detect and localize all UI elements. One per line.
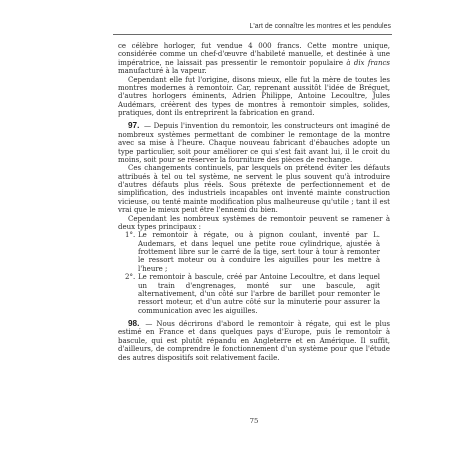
section-number-98: 98.: [128, 319, 140, 328]
running-header: L'art de connaître les montres et les pendules: [249, 23, 391, 30]
list-item-number: 2°.: [125, 273, 136, 282]
section-97-text: — Depuis l'invention du remontoir, les constructeurs ont imaginé de nombreux systèmes permettant de combiner le remontage de la montre avec sa mise à l'heure. Chaque nouveau fabricant d'ébauches adopte un type particulier, soit pour améliorer ce qui s'est fait avant lui, il le croit du moins, soit pour se réserver la fourniture des pièces de rechange.: [118, 122, 390, 164]
paragraph-two-types: Cependant les nombreux systèmes de remontoir peuvent se ramener à deux types principaux :: [118, 214, 390, 231]
list-item-text: Le remontoir à régate, ou à pignon coulant, inventé par L. Audemars, et dans lequel une petite roue cylindrique, ajustée à frottement libre sur le carré de la tige, sert tour à tour à remonter le ressort moteur ou à conduire les aiguilles pour les mettre à l'heure ;: [138, 231, 380, 273]
list-item: [118, 273, 390, 315]
paragraph-continuation: [118, 42, 390, 76]
list-item: [118, 231, 390, 273]
book-page: [50, 22, 405, 445]
page-number: 75: [249, 417, 259, 425]
paragraph-changes: Ces changements continuels, par lesquels on prétend éviter les défauts attribués à tel ou tel système, ne servent le plus souvent qu'à introduire d'autres défauts plus réels. Sous prétexte de perfectionnement et de simplification, des industriels incapables ont inventé mainte construction vicieuse, ou tenté mainte modification plus malheureuse qu'utile ; tant il est vrai que le mieux peut être l'ennemi du bien.: [118, 164, 390, 215]
header-rule: [113, 34, 392, 35]
paragraph-text: ce célèbre horloger, fut vendue 4 000 francs. Cette montre unique, considérée comme un chef-d'œuvre d'habileté manuelle, et destinée à une impératrice, ne laissait pas pressentir le remontoir populaire: [118, 42, 390, 67]
section-98: [118, 320, 390, 362]
list-item-text: Le remontoir à bascule, créé par Antoine Lecoultre, et dans lequel un train d'engrenages, monté sur une bascule, agit alternativement, d'un côté sur l'arbre de barillet pour remonter le ressort moteur, et d'un autre côté sur la minuterie pour assurer la communication avec les aiguilles.: [138, 273, 380, 315]
paragraph-text-end: manufacturé à la vapeur.: [118, 67, 207, 76]
list-item-number: 1°.: [125, 231, 136, 240]
section-97: [118, 122, 390, 164]
paragraph-breguet-legacy: Cependant elle fut l'origine, disons mieux, elle fut la mère de toutes les montres modernes à remontoir. Car, reprenant aussitôt l'idée de Bréguet, d'autres horlogers éminents, Adrien Philippe, Antoine Lecoultre, Jules Audémars, créèrent des types de montres à remontoir simples, solides, pratiques, dont ils entreprirent la fabrication en grand.: [118, 75, 390, 117]
italic-price: à dix francs: [346, 58, 390, 67]
section-number-97: 97.: [128, 121, 140, 131]
page-body: [118, 42, 390, 362]
section-98-text: — Nous décrirons d'abord le remontoir à régate, qui est le plus estimé en France et dans quelques pays d'Europe, puis le remontoir à bascule, qui est plutôt répandu en Angleterre et en Amérique. Il suffit, d'ailleurs, de comprendre le fonctionnement d'un système pour que l'étude des autres dispositifs soit relativement facile.: [118, 320, 390, 362]
remontoir-types-list: [118, 231, 390, 315]
